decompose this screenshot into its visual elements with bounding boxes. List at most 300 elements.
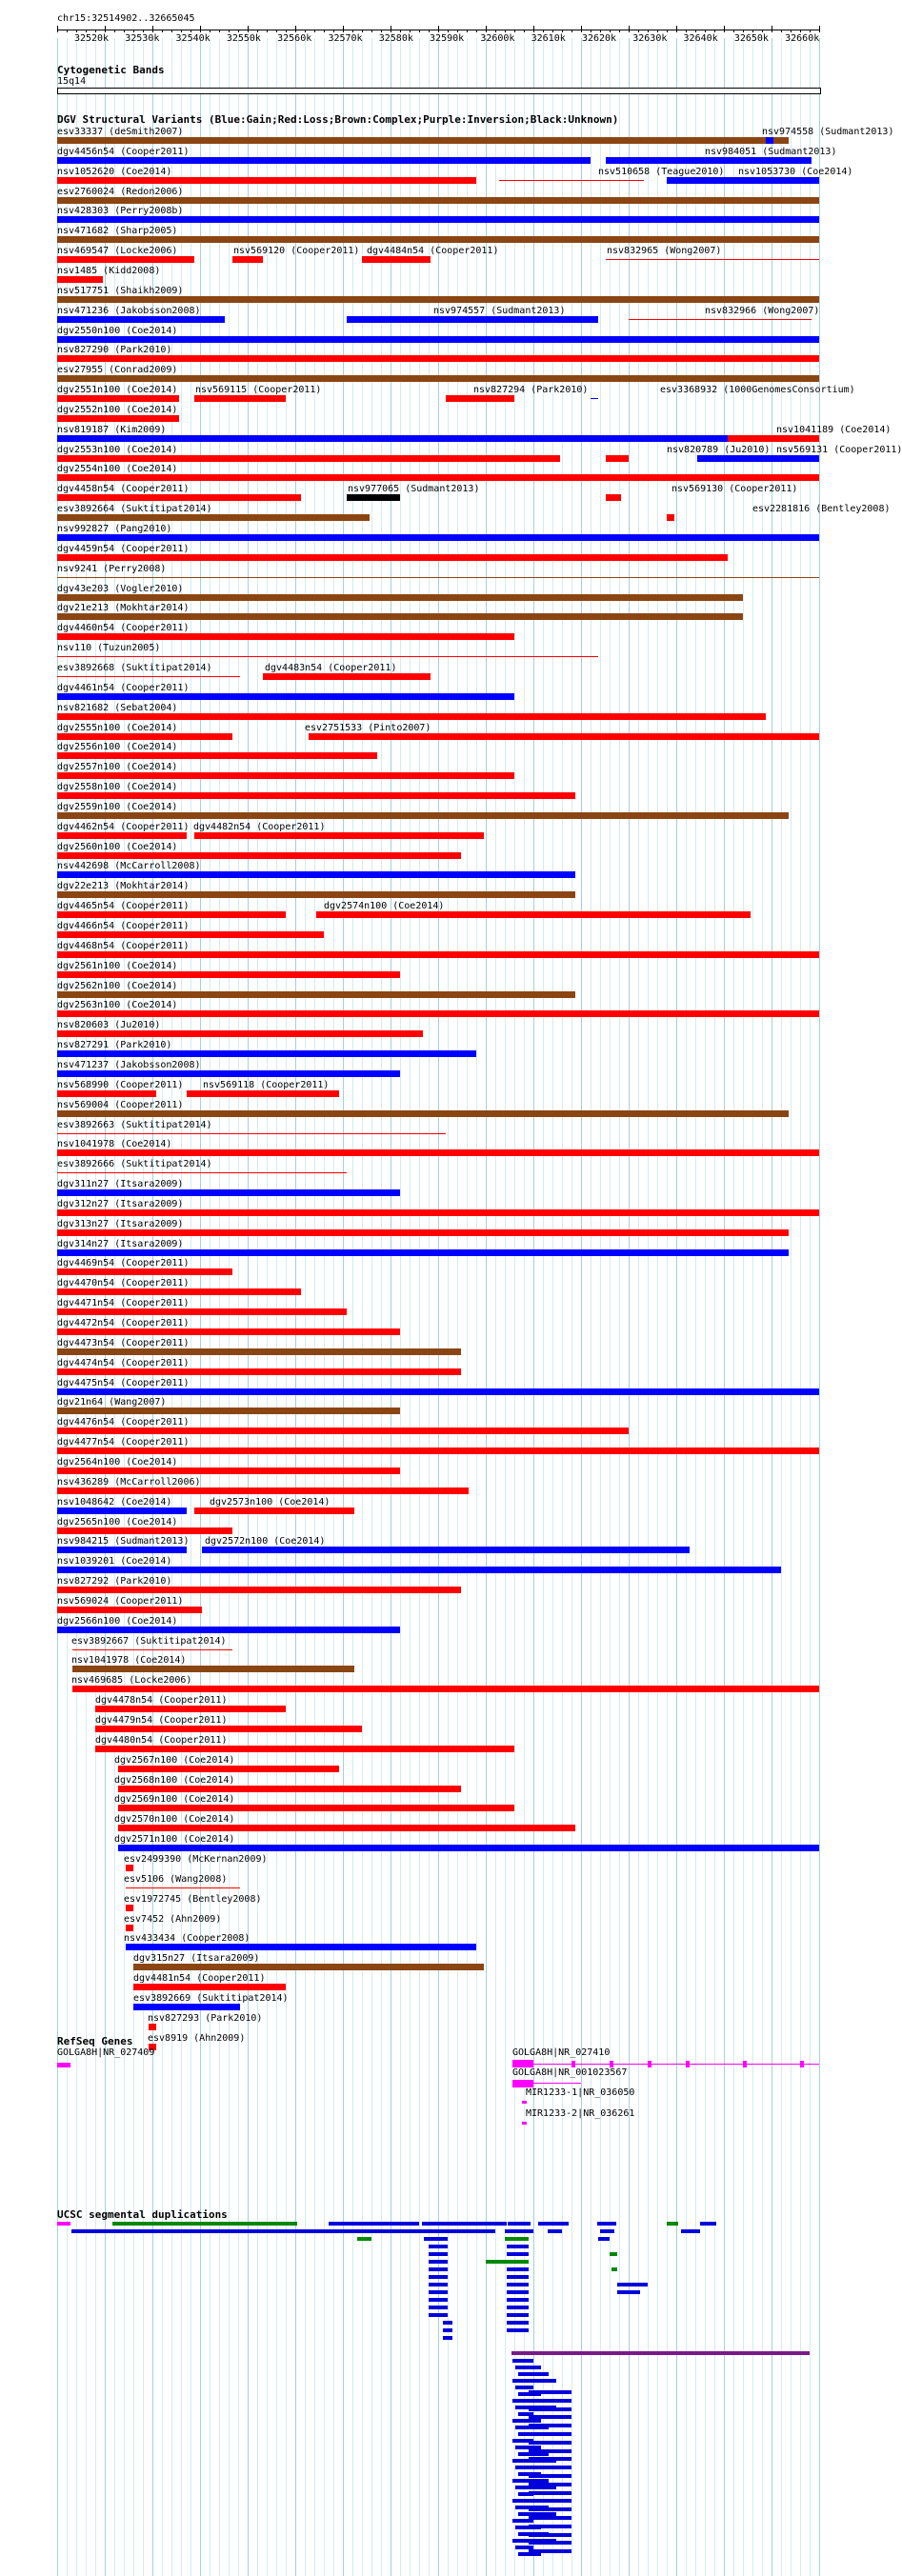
- segdup-block[interactable]: [429, 2290, 448, 2294]
- dgv-feature-bar[interactable]: [591, 398, 598, 399]
- refseq-gene-label: GOLGA8H|NR_001023567: [512, 2067, 628, 2078]
- segdup-block[interactable]: [529, 2491, 571, 2495]
- ruler-tick: [343, 26, 344, 32]
- dgv-feature-label: nsv569120 (Cooper2011): [233, 246, 360, 257]
- segdup-block[interactable]: [518, 2372, 549, 2376]
- segdup-block[interactable]: [507, 2290, 529, 2294]
- dgv-feature-bar[interactable]: [72, 1686, 819, 1692]
- dgv-feature-label: dgv312n27 (Itsara2009): [57, 1198, 184, 1209]
- dgv-feature-label: esv3892669 (Suktitipat2014): [133, 1992, 289, 2004]
- dgv-feature-bar[interactable]: [629, 319, 812, 320]
- dgv-feature-label: nsv471237 (Jakobsson2008): [57, 1059, 201, 1070]
- dgv-feature-bar[interactable]: [57, 713, 766, 720]
- dgv-feature-label: dgv4476n54 (Cooper2011): [57, 1417, 190, 1428]
- dgv-feature-bar[interactable]: [57, 494, 301, 501]
- dgv-feature-bar[interactable]: [57, 613, 743, 620]
- ruler-tick: [705, 30, 706, 32]
- dgv-feature-bar[interactable]: [57, 157, 591, 164]
- segdup-block[interactable]: [700, 2222, 716, 2226]
- segdup-block[interactable]: [507, 2267, 529, 2271]
- dgv-feature-bar[interactable]: [57, 236, 819, 243]
- segdup-block[interactable]: [617, 2283, 648, 2286]
- dgv-feature-label: dgv4482n54 (Cooper2011): [193, 821, 326, 832]
- dgv-feature-bar[interactable]: [57, 455, 560, 462]
- dgv-feature-label: nsv974557 (Sudmant2013): [433, 305, 566, 316]
- ruler-tick: [333, 30, 334, 32]
- dgv-feature-bar[interactable]: [57, 1348, 461, 1355]
- dgv-feature-bar[interactable]: [95, 1746, 514, 1752]
- segdup-block[interactable]: [529, 2516, 571, 2520]
- segdup-block[interactable]: [610, 2252, 617, 2256]
- dgv-feature-label: dgv4466n54 (Cooper2011): [57, 921, 190, 931]
- ruler-tick: [400, 30, 401, 32]
- dgv-feature-bar[interactable]: [57, 911, 286, 918]
- refseq-gene-exon[interactable]: [571, 2061, 575, 2067]
- refseq-gene-model[interactable]: [57, 2063, 70, 2067]
- segdup-block[interactable]: [548, 2229, 562, 2233]
- dgv-feature-bar[interactable]: [72, 1649, 232, 1650]
- dgv-feature-label: dgv2563n100 (Coe2014): [57, 1000, 178, 1011]
- dgv-feature-label: dgv2573n100 (Coe2014): [210, 1496, 331, 1508]
- dgv-feature-bar[interactable]: [57, 733, 232, 740]
- ruler-label: 32600k: [480, 33, 515, 44]
- segdup-block[interactable]: [529, 2441, 571, 2445]
- dgv-feature-bar[interactable]: [118, 1805, 514, 1811]
- dgv-feature-bar[interactable]: [57, 1468, 400, 1474]
- dgv-feature-bar[interactable]: [149, 2024, 156, 2030]
- dgv-feature-bar[interactable]: [606, 259, 819, 260]
- segdup-block[interactable]: [505, 2229, 533, 2233]
- segdup-block[interactable]: [529, 2415, 571, 2419]
- refseq-gene-label: MIR1233-2|NR_036261: [526, 2108, 635, 2119]
- dgv-feature-label: dgv4456n54 (Cooper2011): [57, 146, 190, 157]
- segdup-block[interactable]: [598, 2237, 610, 2241]
- dgv-feature-label: nsv1041978 (Coe2014): [71, 1655, 187, 1667]
- dgv-feature-bar[interactable]: [57, 1607, 202, 1613]
- dgv-feature-bar[interactable]: [57, 1308, 347, 1315]
- ruler-tick: [762, 30, 763, 32]
- dgv-feature-bar[interactable]: [347, 316, 598, 323]
- ruler-tick: [67, 30, 68, 32]
- dgv-feature-bar[interactable]: [57, 256, 194, 263]
- dgv-feature-bar[interactable]: [57, 871, 575, 878]
- dgv-feature-bar[interactable]: [57, 752, 377, 759]
- dgv-feature-bar[interactable]: [57, 1110, 789, 1117]
- dgv-feature-bar[interactable]: [57, 1368, 461, 1375]
- ruler-tick: [819, 26, 820, 32]
- segdup-block[interactable]: [512, 2379, 556, 2383]
- dgv-feature-bar[interactable]: [57, 991, 575, 998]
- dgv-feature-bar[interactable]: [133, 1984, 286, 1990]
- dgv-feature-label: dgv2561n100 (Coe2014): [57, 960, 178, 971]
- dgv-feature-bar[interactable]: [57, 1133, 446, 1134]
- segdup-block[interactable]: [429, 2313, 448, 2317]
- dgv-feature-bar[interactable]: [194, 395, 286, 402]
- dgv-feature-label: nsv1041189 (Coe2014): [776, 424, 892, 435]
- dgv-feature-bar[interactable]: [667, 177, 819, 184]
- segdup-block[interactable]: [443, 2321, 452, 2325]
- dgv-feature-bar[interactable]: [57, 355, 819, 362]
- segdup-block[interactable]: [507, 2283, 529, 2286]
- ruler-tick: [124, 30, 125, 32]
- dgv-feature-bar[interactable]: [57, 216, 819, 223]
- dgv-feature-label: esv3892666 (Suktitipat2014): [57, 1159, 212, 1170]
- dgv-feature-bar[interactable]: [232, 256, 263, 263]
- segdup-block[interactable]: [357, 2237, 371, 2241]
- dgv-feature-bar[interactable]: [57, 1408, 400, 1414]
- segdup-block[interactable]: [512, 2419, 541, 2423]
- dgv-feature-bar[interactable]: [118, 1766, 339, 1772]
- segdup-block[interactable]: [518, 2452, 549, 2456]
- dgv-feature-bar[interactable]: [72, 1666, 354, 1672]
- ruler-label: 32580k: [378, 33, 413, 44]
- dgv-feature-bar[interactable]: [606, 494, 621, 501]
- dgv-feature-bar[interactable]: [309, 733, 819, 740]
- dgv-feature-label: nsv471236 (Jakobsson2008): [57, 305, 201, 316]
- dgv-feature-label: nsv9241 (Perry2008): [57, 563, 167, 574]
- dgv-feature-bar[interactable]: [57, 1189, 400, 1196]
- dgv-feature-label: dgv311n27 (Itsara2009): [57, 1179, 184, 1190]
- segdup-block[interactable]: [681, 2229, 700, 2233]
- dgv-feature-label: dgv4460n54 (Cooper2011): [57, 623, 190, 634]
- dgv-feature-bar[interactable]: [202, 1547, 690, 1553]
- dgv-feature-bar[interactable]: [57, 474, 819, 481]
- cytoband-bar[interactable]: [57, 88, 821, 94]
- dgv-feature-bar[interactable]: [57, 316, 225, 323]
- dgv-feature-bar[interactable]: [57, 891, 575, 898]
- segdup-block[interactable]: [617, 2290, 640, 2294]
- segdup-block[interactable]: [529, 2525, 571, 2528]
- dgv-feature-label: dgv2562n100 (Coe2014): [57, 980, 178, 991]
- segdup-block[interactable]: [529, 2483, 571, 2486]
- dgv-feature-bar[interactable]: [187, 1090, 339, 1097]
- segdup-block[interactable]: [429, 2252, 448, 2256]
- dgv-feature-bar[interactable]: [57, 633, 514, 640]
- dgv-feature-bar[interactable]: [57, 1328, 400, 1335]
- dgv-feature-bar[interactable]: [57, 534, 819, 541]
- dgv-feature-bar[interactable]: [57, 1090, 156, 1097]
- segdup-block[interactable]: [505, 2237, 529, 2241]
- segdup-block[interactable]: [529, 2399, 571, 2403]
- dgv-feature-bar[interactable]: [57, 296, 819, 303]
- segdup-block[interactable]: [112, 2222, 297, 2226]
- dgv-feature-bar[interactable]: [118, 1825, 575, 1831]
- refseq-gene-exon[interactable]: [686, 2061, 690, 2067]
- segdup-block[interactable]: [429, 2283, 448, 2286]
- segdup-block[interactable]: [597, 2222, 616, 2226]
- dgv-feature-label: dgv4483n54 (Cooper2011): [265, 662, 397, 673]
- dgv-feature-label: esv27955 (Conrad2009): [57, 365, 178, 376]
- refseq-gene-exon[interactable]: [610, 2061, 613, 2067]
- refseq-gene-model[interactable]: [522, 2122, 527, 2125]
- segdup-block[interactable]: [429, 2267, 448, 2271]
- dgv-feature-label: nsv977065 (Sudmant2013): [348, 484, 480, 495]
- ruler-tick: [667, 30, 668, 32]
- dgv-feature-bar[interactable]: [57, 1209, 819, 1216]
- segdup-block[interactable]: [611, 2267, 617, 2271]
- ruler-tick: [495, 30, 496, 32]
- dgv-feature-label: nsv517751 (Shaikh2009): [57, 285, 184, 296]
- segdup-block[interactable]: [507, 2252, 529, 2256]
- segdup-block[interactable]: [507, 2245, 529, 2248]
- ruler-tick: [714, 30, 715, 32]
- dgv-feature-bar[interactable]: [57, 792, 575, 799]
- segdup-block[interactable]: [429, 2306, 448, 2309]
- dgv-feature-bar[interactable]: [133, 1964, 484, 1970]
- segdup-block[interactable]: [486, 2260, 529, 2264]
- dgv-feature-bar[interactable]: [57, 1070, 400, 1077]
- ruler-label: 32520k: [73, 33, 110, 44]
- segdup-block[interactable]: [71, 2229, 495, 2233]
- dgv-feature-bar[interactable]: [57, 1050, 476, 1057]
- dgv-feature-label: dgv2553n100 (Coe2014): [57, 444, 178, 455]
- dgv-feature-bar[interactable]: [57, 594, 743, 601]
- dgv-feature-bar[interactable]: [57, 276, 103, 283]
- dgv-feature-label: nsv428303 (Perry2008b): [57, 206, 184, 217]
- segdup-block[interactable]: [507, 2275, 529, 2279]
- dgv-feature-bar[interactable]: [57, 395, 179, 402]
- dgv-feature-bar[interactable]: [57, 693, 514, 700]
- segdup-block[interactable]: [429, 2275, 448, 2279]
- dgv-feature-label: dgv4478n54 (Cooper2011): [95, 1695, 228, 1707]
- dgv-feature-label: dgv2566n100 (Coe2014): [57, 1615, 178, 1627]
- segdup-block[interactable]: [529, 2390, 571, 2394]
- ruler-tick: [600, 30, 601, 32]
- dgv-feature-label: esv7452 (Ahn2009): [124, 1913, 222, 1925]
- segdup-block[interactable]: [512, 2359, 533, 2363]
- refseq-gene-intron[interactable]: [533, 2064, 819, 2065]
- segdup-block[interactable]: [529, 2424, 571, 2427]
- refseq-gene-model[interactable]: [522, 2101, 527, 2104]
- segdup-block[interactable]: [529, 2507, 571, 2511]
- refseq-gene-exon[interactable]: [743, 2061, 747, 2067]
- dgv-feature-bar[interactable]: [57, 1428, 629, 1434]
- dgv-feature-bar[interactable]: [728, 435, 819, 442]
- segdup-block[interactable]: [443, 2336, 452, 2340]
- refseq-gene-exon[interactable]: [800, 2061, 804, 2067]
- dgv-feature-bar[interactable]: [57, 1149, 819, 1156]
- segdup-block[interactable]: [529, 2533, 571, 2537]
- segdup-block[interactable]: [507, 2321, 529, 2325]
- dgv-feature-label: esv2751533 (Pinto2007): [305, 722, 431, 733]
- dgv-feature-bar[interactable]: [606, 157, 812, 164]
- dgv-feature-bar[interactable]: [57, 772, 514, 779]
- dgv-feature-label: dgv4458n54 (Cooper2011): [57, 484, 190, 495]
- refseq-gene-intron[interactable]: [533, 2083, 581, 2084]
- segdup-block[interactable]: [507, 2313, 529, 2317]
- ruler-tick: [581, 26, 582, 32]
- dgv-feature-bar[interactable]: [347, 494, 400, 501]
- dgv-feature-bar[interactable]: [362, 256, 431, 263]
- dgv-feature-bar[interactable]: [57, 1627, 400, 1633]
- segdup-block[interactable]: [508, 2222, 531, 2226]
- segdup-block[interactable]: [529, 2449, 571, 2453]
- dgv-feature-bar[interactable]: [57, 1547, 187, 1553]
- segdup-block[interactable]: [529, 2499, 571, 2503]
- dgv-feature-bar[interactable]: [126, 1925, 133, 1931]
- segdup-block[interactable]: [507, 2306, 529, 2309]
- dgv-feature-bar[interactable]: [57, 415, 179, 422]
- dgv-feature-bar[interactable]: [57, 951, 819, 958]
- dgv-feature-bar[interactable]: [126, 1887, 240, 1888]
- dgv-feature-bar[interactable]: [57, 435, 735, 442]
- segdup-block[interactable]: [507, 2328, 529, 2332]
- dgv-feature-label: nsv569115 (Cooper2011): [195, 385, 322, 396]
- segdup-block[interactable]: [529, 2549, 571, 2553]
- ruler-tick: [133, 30, 134, 32]
- dgv-feature-bar[interactable]: [126, 1944, 476, 1950]
- dgv-feature-bar[interactable]: [499, 180, 644, 181]
- segdup-block[interactable]: [515, 2386, 533, 2389]
- ruler-tick: [752, 30, 753, 32]
- dgv-feature-bar[interactable]: [95, 1726, 362, 1732]
- ruler-label: 32570k: [328, 33, 363, 44]
- dgv-feature-bar[interactable]: [667, 514, 674, 521]
- dgv-feature-bar[interactable]: [263, 673, 431, 680]
- segdup-block[interactable]: [429, 2298, 448, 2302]
- dgv-feature-bar[interactable]: [446, 395, 514, 402]
- ruler-label: 32590k: [430, 33, 465, 44]
- segdup-block[interactable]: [529, 2541, 571, 2545]
- segdup-block[interactable]: [529, 2466, 571, 2469]
- dgv-feature-bar[interactable]: [57, 1567, 781, 1573]
- dgv-feature-label: dgv314n27 (Itsara2009): [57, 1238, 184, 1249]
- dgv-feature-bar[interactable]: [57, 197, 819, 204]
- dgv-feature-label: esv3892668 (Suktitipat2014): [57, 662, 212, 673]
- segdup-block[interactable]: [529, 2474, 571, 2478]
- dgv-feature-bar[interactable]: [57, 336, 819, 343]
- dgv-feature-bar[interactable]: [57, 514, 370, 521]
- segdup-block[interactable]: [529, 2432, 571, 2436]
- dgv-feature-label: esv2281816 (Bentley2008): [752, 504, 891, 515]
- dgv-feature-label: dgv21n64 (Wang2007): [57, 1397, 167, 1408]
- segdup-block[interactable]: [529, 2407, 571, 2411]
- ruler-tick: [533, 26, 534, 32]
- segdup-block[interactable]: [429, 2245, 448, 2248]
- dgv-feature-bar[interactable]: [57, 812, 789, 819]
- dgv-feature-bar[interactable]: [57, 1172, 347, 1173]
- dgv-feature-bar[interactable]: [57, 1388, 819, 1395]
- dgv-feature-bar[interactable]: [126, 1865, 133, 1871]
- ruler-tick: [305, 30, 306, 32]
- refseq-gene-exon[interactable]: [648, 2061, 651, 2067]
- ruler-tick: [324, 30, 325, 32]
- dgv-feature-label: nsv469685 (Locke2006): [71, 1675, 192, 1687]
- segdup-block[interactable]: [538, 2222, 569, 2226]
- segdup-block[interactable]: [422, 2222, 507, 2226]
- dgv-feature-bar[interactable]: [57, 832, 187, 839]
- dgv-feature-bar[interactable]: [57, 137, 789, 144]
- segdup-block[interactable]: [600, 2229, 614, 2233]
- segdup-block[interactable]: [57, 2222, 70, 2226]
- dgv-feature-bar[interactable]: [57, 577, 819, 578]
- dgv-feature-bar[interactable]: [57, 1587, 461, 1593]
- segdup-block[interactable]: [443, 2328, 452, 2332]
- segdup-block[interactable]: [515, 2366, 541, 2369]
- dgv-feature-bar[interactable]: [57, 1288, 301, 1295]
- segdup-block[interactable]: [424, 2237, 448, 2241]
- segdup-block[interactable]: [507, 2298, 529, 2302]
- ruler-tick: [190, 30, 191, 32]
- ruler-tick: [781, 30, 782, 32]
- segdup-block[interactable]: [529, 2457, 571, 2461]
- dgv-feature-bar[interactable]: [57, 1030, 423, 1037]
- dgv-feature-bar[interactable]: [95, 1706, 286, 1712]
- ruler-tick: [229, 30, 230, 32]
- ruler-tick: [562, 30, 563, 32]
- ruler-tick: [524, 30, 525, 32]
- dgv-feature-label: nsv832965 (Wong2007): [607, 246, 722, 257]
- dgv-feature-label: esv2499390 (McKernan2009): [124, 1853, 268, 1865]
- dgv-feature-bar[interactable]: [118, 1786, 461, 1792]
- dgv-feature-bar[interactable]: [57, 1010, 819, 1017]
- dgv-feature-bar[interactable]: [57, 1229, 789, 1236]
- dgv-feature-bar[interactable]: [57, 852, 461, 859]
- ruler-tick: [791, 30, 792, 32]
- dgv-feature-label: dgv4473n54 (Cooper2011): [57, 1337, 190, 1348]
- segdup-block[interactable]: [667, 2222, 678, 2226]
- ruler-tick: [724, 26, 725, 32]
- dgv-feature-bar[interactable]: [57, 971, 400, 978]
- dgv-feature-bar[interactable]: [126, 1905, 133, 1911]
- segdup-block[interactable]: [329, 2222, 419, 2226]
- dgv-feature-label: nsv469547 (Locke2006): [57, 246, 178, 257]
- ruler-tick: [267, 30, 268, 32]
- ruler-label: 32550k: [226, 33, 261, 44]
- dgv-feature-bar[interactable]: [57, 676, 240, 677]
- dgv-feature-bar[interactable]: [57, 1508, 187, 1514]
- dgv-feature-bar[interactable]: [57, 1528, 232, 1534]
- dgv-track-title: DGV Structural Variants (Blue:Gain;Red:Loss;Brown:Complex;Purple:Inversion;Black:Unknown): [57, 113, 619, 126]
- dgv-feature-bar[interactable]: [133, 2004, 240, 2010]
- segdup-track-title: UCSC segmental duplications: [57, 2208, 228, 2221]
- dgv-feature-bar[interactable]: [697, 455, 819, 462]
- dgv-feature-bar[interactable]: [118, 1845, 819, 1851]
- ruler-tick: [86, 30, 87, 32]
- ruler-tick: [438, 26, 439, 32]
- dgv-feature-bar[interactable]: [57, 177, 476, 184]
- dgv-feature-bar[interactable]: [194, 1508, 354, 1514]
- segdup-block[interactable]: [511, 2351, 810, 2355]
- ruler-label: 32660k: [785, 33, 820, 44]
- dgv-feature-bar[interactable]: [57, 1268, 232, 1275]
- dgv-feature-label: nsv569118 (Cooper2011): [203, 1079, 330, 1090]
- dgv-feature-label: esv8919 (Ahn2009): [148, 2032, 246, 2044]
- ruler-tick: [171, 30, 172, 32]
- dgv-feature-bar[interactable]: [57, 1249, 789, 1256]
- dgv-feature-bar[interactable]: [57, 554, 728, 561]
- dgv-feature-label: nsv819187 (Kim2009): [57, 424, 167, 435]
- dgv-feature-label: nsv569024 (Cooper2011): [57, 1595, 184, 1607]
- segdup-block[interactable]: [429, 2260, 448, 2264]
- dgv-feature-bar[interactable]: [606, 455, 629, 462]
- dgv-feature-bar[interactable]: [194, 832, 484, 839]
- dgv-feature-bar[interactable]: [316, 911, 751, 918]
- refseq-gene-model[interactable]: [512, 2080, 533, 2087]
- dgv-feature-bar[interactable]: [766, 137, 773, 144]
- dgv-feature-bar[interactable]: [57, 1488, 469, 1494]
- dgv-feature-bar[interactable]: [57, 375, 819, 382]
- ruler-tick: [362, 30, 363, 32]
- dgv-feature-bar[interactable]: [57, 656, 598, 657]
- refseq-gene-model[interactable]: [512, 2060, 533, 2067]
- dgv-feature-label: dgv313n27 (Itsara2009): [57, 1218, 184, 1229]
- dgv-feature-bar[interactable]: [57, 1448, 819, 1454]
- dgv-feature-label: dgv4474n54 (Cooper2011): [57, 1357, 190, 1368]
- dgv-feature-bar[interactable]: [57, 931, 324, 938]
- ruler-tick: [371, 30, 372, 32]
- ruler-tick: [695, 30, 696, 32]
